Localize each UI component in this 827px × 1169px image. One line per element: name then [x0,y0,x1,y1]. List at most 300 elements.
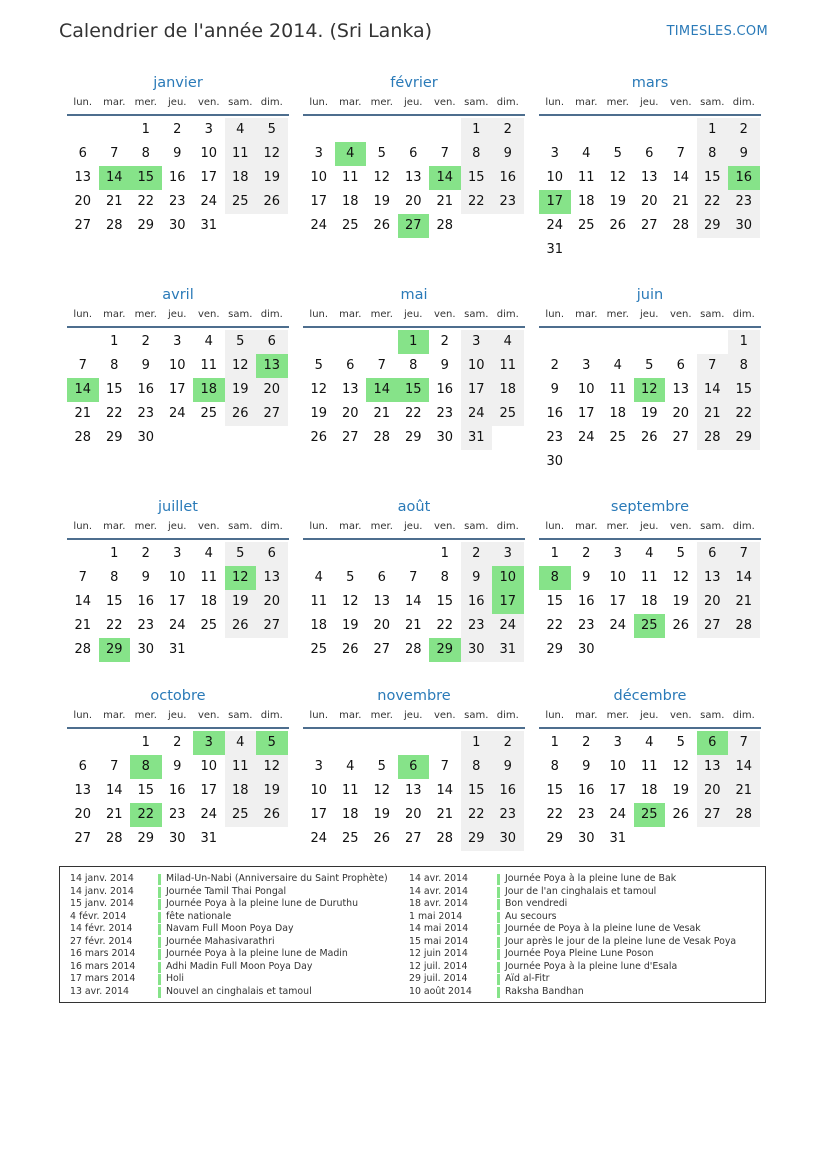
day-cell: 28 [74,642,92,657]
day-cell: 7 [78,570,87,585]
empty-cell [398,542,430,566]
day-cell: 17 [310,807,328,822]
weekday-label: sam. [228,710,253,721]
holiday-day-cell: 14 [67,378,99,402]
day-cell: 22 [137,194,155,209]
day-cell: 25 [609,430,627,445]
day-cell: 23 [546,430,564,445]
holiday-row [409,873,736,886]
day-cell: 7 [728,542,760,566]
empty-cell [571,330,603,354]
weekday-label: mer. [606,309,629,320]
weekday-label: dim. [496,309,519,320]
day-cell: 28 [728,803,760,827]
day-cell: 11 [492,354,524,378]
weekday-label: lun. [73,309,93,320]
day-cell: 8 [550,759,559,774]
day-cell: 1 [550,546,559,561]
day-cell: 2 [173,122,182,137]
empty-cell [303,118,335,142]
day-cell: 9 [550,382,559,397]
day-cell: 15 [546,594,564,609]
day-cell: 2 [440,334,449,349]
day-cell: 2 [582,735,591,750]
day-cell: 3 [613,735,622,750]
day-grid [539,731,761,851]
holiday-row [409,886,736,899]
day-cell: 6 [346,358,355,373]
weekday-label: sam. [700,97,725,108]
day-cell: 23 [728,190,760,214]
weekday-label: lun. [73,97,93,108]
day-grid [67,542,289,662]
weekday-label: mar. [339,309,362,320]
day-grid [303,542,525,662]
weekday-header [303,96,525,116]
day-cell: 4 [225,731,257,755]
day-cell: 24 [609,618,627,633]
day-cell: 30 [577,642,595,657]
weekday-label: lun. [545,710,565,721]
day-cell: 12 [256,755,288,779]
holiday-row [409,973,736,986]
weekday-label: dim. [732,97,755,108]
day-cell: 26 [672,618,690,633]
holiday-marker [158,887,161,898]
day-cell: 4 [204,546,213,561]
day-cell: 19 [256,166,288,190]
day-cell: 24 [546,218,564,233]
weekday-label: mer. [370,521,393,532]
holiday-marker [158,987,161,998]
day-cell: 9 [173,146,182,161]
holiday-marker [497,987,500,998]
empty-cell [99,118,131,142]
day-cell: 9 [173,759,182,774]
holiday-name: Journée Mahasivarathri [166,935,275,947]
day-cell: 24 [492,614,524,638]
month-title: novembre [377,688,451,704]
month-block [539,496,761,662]
empty-cell [303,542,335,566]
holiday-marker [158,924,161,935]
weekday-label: mar. [103,710,126,721]
holiday-date: 12 juil. 2014 [409,960,468,972]
holiday-date: 16 mars 2014 [70,948,136,959]
day-cell: 24 [168,406,186,421]
day-cell: 2 [461,542,493,566]
day-cell: 16 [436,382,454,397]
weekday-label: ven. [433,710,456,721]
day-cell: 16 [137,382,155,397]
day-cell: 11 [341,783,359,798]
day-cell: 11 [640,759,658,774]
day-cell: 12 [256,142,288,166]
day-cell: 19 [373,807,391,822]
day-cell: 7 [440,146,449,161]
day-cell: 6 [256,542,288,566]
day-cell: 22 [461,190,493,214]
holiday-day-cell: 8 [130,755,162,779]
day-cell: 6 [78,146,87,161]
weekday-label: ven. [669,97,692,108]
holiday-day-cell: 17 [539,190,571,214]
day-cell: 15 [461,166,493,190]
month-title: mai [400,287,428,303]
day-cell: 1 [110,334,119,349]
day-cell: 9 [461,566,493,590]
holiday-day-cell: 14 [99,166,131,190]
day-cell: 5 [314,358,323,373]
day-cell: 20 [256,590,288,614]
day-cell: 18 [640,783,658,798]
month-block [67,685,289,851]
day-cell: 18 [577,194,595,209]
day-cell: 26 [310,430,328,445]
day-cell: 5 [645,358,654,373]
day-cell: 22 [105,406,123,421]
weekday-label: mer. [370,309,393,320]
day-cell: 22 [436,618,454,633]
holiday-row [70,911,388,924]
holiday-day-cell: 5 [256,731,288,755]
day-cell: 4 [346,759,355,774]
weekday-label: mar. [339,97,362,108]
day-cell: 24 [200,807,218,822]
day-cell: 26 [256,803,288,827]
holiday-name: Holi [166,973,184,984]
day-cell: 10 [609,759,627,774]
weekday-label: ven. [197,521,220,532]
weekday-label: sam. [228,97,253,108]
day-cell: 16 [546,406,564,421]
day-cell: 31 [609,831,627,846]
day-cell: 10 [310,783,328,798]
weekday-label: mar. [339,521,362,532]
day-cell: 2 [550,358,559,373]
day-cell: 14 [728,566,760,590]
day-cell: 10 [200,146,218,161]
day-cell: 26 [341,642,359,657]
day-cell: 12 [672,759,690,774]
day-cell: 23 [577,807,595,822]
holiday-day-cell: 17 [492,590,524,614]
holiday-date: 10 août 2014 [409,985,472,997]
holiday-day-cell: 10 [492,566,524,590]
day-cell: 21 [728,779,760,803]
holiday-marker [497,912,500,923]
day-cell: 16 [492,779,524,803]
day-cell: 7 [78,358,87,373]
holiday-name: Journée Tamil Thai Pongal [166,885,287,897]
weekday-label: sam. [700,710,725,721]
weekday-label: ven. [433,309,456,320]
holiday-day-cell: 4 [335,142,367,166]
holiday-name: Journée Poya Pleine Lune Poson [505,948,654,959]
empty-cell [398,731,430,755]
day-cell: 23 [137,618,155,633]
day-cell: 20 [74,194,92,209]
month-block [539,284,761,474]
day-cell: 27 [640,218,658,233]
day-cell: 3 [314,146,323,161]
day-cell: 29 [137,218,155,233]
holiday-list [59,866,766,1003]
day-cell: 26 [373,218,391,233]
empty-cell [99,731,131,755]
day-cell: 16 [492,166,524,190]
weekday-label: dim. [496,710,519,721]
holiday-name: Journée Poya à la pleine lune d'Esala [505,960,678,972]
weekday-label: sam. [228,309,253,320]
day-cell: 26 [609,218,627,233]
day-cell: 5 [225,542,257,566]
day-cell: 25 [225,190,257,214]
empty-cell [366,330,398,354]
holiday-row [409,936,736,949]
weekday-label: lun. [309,521,329,532]
day-cell: 14 [105,783,123,798]
holiday-date: 14 janv. 2014 [70,885,134,897]
holiday-day-cell: 15 [130,166,162,190]
day-cell: 18 [341,807,359,822]
day-cell: 31 [200,831,218,846]
day-cell: 17 [310,194,328,209]
day-cell: 21 [105,807,123,822]
holiday-day-cell: 12 [225,566,257,590]
day-cell: 15 [137,783,155,798]
weekday-label: mer. [370,97,393,108]
day-cell: 14 [672,170,690,185]
day-cell: 31 [492,638,524,662]
month-title: février [390,75,438,91]
day-cell: 10 [546,170,564,185]
day-cell: 1 [728,330,760,354]
holiday-day-cell: 22 [130,803,162,827]
day-cell: 9 [492,142,524,166]
day-cell: 13 [256,566,288,590]
month-title: août [397,499,431,515]
holiday-date: 14 janv. 2014 [70,873,134,884]
weekday-label: mer. [606,521,629,532]
day-cell: 10 [168,358,186,373]
day-cell: 11 [200,570,218,585]
day-cell: 16 [168,170,186,185]
weekday-label: mar. [575,521,598,532]
holiday-marker [158,912,161,923]
holiday-day-cell: 13 [256,354,288,378]
day-cell: 18 [640,594,658,609]
weekday-label: mar. [103,97,126,108]
day-cell: 13 [404,783,422,798]
day-cell: 27 [697,614,729,638]
day-cell: 30 [168,218,186,233]
weekday-label: dim. [260,97,283,108]
weekday-label: mar. [103,521,126,532]
day-cell: 29 [546,831,564,846]
holiday-name: Aïd al-Fitr [505,973,550,984]
day-cell: 2 [492,118,524,142]
day-cell: 29 [461,827,493,851]
day-cell: 4 [582,146,591,161]
day-cell: 30 [546,454,564,469]
day-cell: 15 [436,594,454,609]
day-cell: 15 [105,382,123,397]
holiday-date: 15 mai 2014 [409,935,469,947]
day-cell: 8 [728,354,760,378]
day-cell: 20 [373,618,391,633]
page-title: Calendrier de l'année 2014. (Sri Lanka) [59,20,433,42]
day-cell: 8 [461,755,493,779]
day-cell: 24 [577,430,595,445]
day-cell: 8 [461,142,493,166]
holiday-date: 14 févr. 2014 [70,923,133,934]
day-cell: 9 [582,570,591,585]
day-cell: 23 [577,618,595,633]
day-cell: 28 [436,218,454,233]
day-cell: 12 [373,783,391,798]
day-cell: 23 [492,803,524,827]
holiday-marker [158,962,161,973]
holiday-day-cell: 12 [634,378,666,402]
weekday-label: sam. [228,521,253,532]
holiday-row [70,923,388,936]
day-cell: 30 [577,831,595,846]
holiday-date: 29 juil. 2014 [409,973,468,984]
weekday-label: jeu. [640,521,659,532]
holiday-date: 15 janv. 2014 [70,898,134,909]
holiday-day-cell: 8 [539,566,571,590]
day-grid [539,118,761,262]
holiday-row [70,936,388,949]
day-cell: 7 [440,759,449,774]
day-cell: 4 [645,735,654,750]
holiday-marker [158,949,161,960]
day-cell: 8 [409,358,418,373]
day-cell: 12 [225,354,257,378]
day-cell: 21 [697,402,729,426]
day-cell: 9 [141,570,150,585]
day-cell: 28 [436,831,454,846]
day-cell: 29 [137,831,155,846]
holiday-day-cell: 29 [99,638,131,662]
weekday-label: ven. [669,309,692,320]
day-cell: 18 [609,406,627,421]
empty-cell [366,731,398,755]
day-grid [539,542,761,662]
empty-cell [571,118,603,142]
day-cell: 17 [609,783,627,798]
holiday-list-left [70,873,388,998]
day-cell: 14 [728,755,760,779]
day-cell: 7 [110,146,119,161]
day-cell: 28 [672,218,690,233]
empty-cell [67,330,99,354]
holiday-name: Bon vendredi [505,898,568,909]
empty-cell [67,731,99,755]
day-cell: 2 [173,735,182,750]
holiday-row [409,923,736,936]
day-cell: 17 [200,170,218,185]
day-cell: 2 [141,546,150,561]
day-cell: 27 [341,430,359,445]
day-cell: 24 [310,218,328,233]
day-cell: 16 [168,783,186,798]
day-cell: 13 [373,594,391,609]
day-cell: 28 [697,426,729,450]
day-cell: 23 [168,807,186,822]
day-cell: 12 [609,170,627,185]
day-grid [303,330,525,450]
day-cell: 29 [546,642,564,657]
day-cell: 19 [609,194,627,209]
day-cell: 7 [697,354,729,378]
day-cell: 15 [461,779,493,803]
day-cell: 25 [577,218,595,233]
day-cell: 4 [204,334,213,349]
weekday-header [303,520,525,540]
month-block [67,496,289,662]
day-cell: 3 [173,546,182,561]
empty-cell [634,118,666,142]
weekday-label: jeu. [640,97,659,108]
weekday-label: sam. [464,521,489,532]
day-cell: 3 [173,334,182,349]
day-cell: 10 [310,170,328,185]
holiday-row [70,961,388,974]
holiday-marker [497,962,500,973]
holiday-list-right [409,873,736,998]
holiday-name: Journée de Poya à la pleine lune de Vesak [505,923,701,934]
weekday-label: mer. [606,97,629,108]
weekday-label: mer. [606,710,629,721]
brand-link[interactable]: TIMESLES.COM [666,24,768,39]
day-grid [303,118,525,238]
month-title: juin [636,287,664,303]
holiday-date: 4 févr. 2014 [70,910,127,922]
holiday-day-cell: 25 [634,803,666,827]
day-grid [67,731,289,851]
day-cell: 30 [492,827,524,851]
weekday-label: ven. [197,710,220,721]
day-cell: 22 [105,618,123,633]
day-cell: 29 [105,430,123,445]
day-cell: 28 [105,218,123,233]
day-cell: 19 [225,378,257,402]
weekday-label: jeu. [640,309,659,320]
day-cell: 20 [697,779,729,803]
holiday-date: 17 mars 2014 [70,973,136,984]
day-cell: 13 [341,382,359,397]
day-cell: 17 [168,594,186,609]
weekday-label: ven. [433,521,456,532]
holiday-marker [497,974,500,985]
day-cell: 11 [200,358,218,373]
day-cell: 30 [461,638,493,662]
weekday-label: lun. [545,97,565,108]
holiday-marker [158,937,161,948]
day-cell: 17 [200,783,218,798]
empty-cell [398,118,430,142]
holiday-day-cell: 6 [398,755,430,779]
holiday-day-cell: 25 [634,614,666,638]
day-cell: 31 [168,642,186,657]
day-cell: 8 [440,570,449,585]
day-cell: 18 [310,618,328,633]
weekday-header [539,308,761,328]
day-cell: 3 [582,358,591,373]
weekday-label: mer. [134,309,157,320]
